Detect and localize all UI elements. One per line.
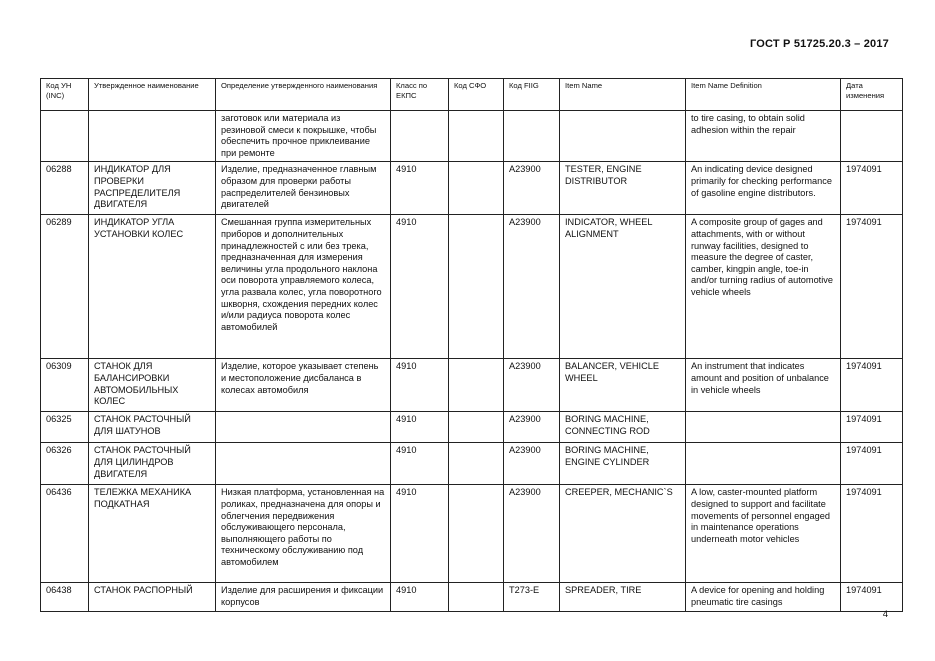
cell-code: 06326 xyxy=(41,443,89,485)
cell-code: 06436 xyxy=(41,485,89,583)
cell-fiig xyxy=(504,111,560,162)
cell-date: 1974091 xyxy=(841,359,903,412)
table-row xyxy=(41,111,903,162)
cell-sfo-code xyxy=(449,443,504,485)
cell-code: 06309 xyxy=(41,359,89,412)
cell-name: СТАНОК РАСПОРНЫЙ xyxy=(89,583,216,611)
cell-item-name: BORING MACHINE, ENGINE CYLINDER xyxy=(560,443,686,485)
cell-ekps-class: 4910 xyxy=(391,485,449,583)
cell-date: 1974091 xyxy=(841,412,903,443)
cell-name: СТАНОК РАСТОЧНЫЙ ДЛЯ ШАТУНОВ xyxy=(89,412,216,443)
cell-sfo-code xyxy=(449,111,504,162)
cell-ekps-class: 4910 xyxy=(391,215,449,359)
col-header-item-definition: Item Name Definition xyxy=(686,79,841,111)
cell-ekps-class: 4910 xyxy=(391,162,449,215)
table-row xyxy=(41,443,903,485)
cell-code: 06288 xyxy=(41,162,89,215)
cell-item-definition: An indicating device designed primarily for checking performance of gasoline engine distributors. xyxy=(686,162,841,215)
col-header-sfo-code: Код СФО xyxy=(449,79,504,111)
cell-item-name: BALANCER, VEHICLE WHEEL xyxy=(560,359,686,412)
cell-name: СТАНОК РАСТОЧНЫЙ ДЛЯ ЦИЛИНДРОВ ДВИГАТЕЛЯ xyxy=(89,443,216,485)
cell-fiig: A23900 xyxy=(504,162,560,215)
cell-name xyxy=(89,111,216,162)
cell-name: СТАНОК ДЛЯ БАЛАНСИРОВКИ АВТОМОБИЛЬНЫХ КОЛЕС xyxy=(89,359,216,412)
cell-date: 1974091 xyxy=(841,443,903,485)
cell-definition: Смешанная группа измерительных приборов и дополнительных принадлежностей с или без трека, предназначенная для измерения величины угла продольного наклона оси поворота управляемого колеса, угла развала колес, угла поворотного шкворня, схождения передних колес и/или радиуса поворота колес автомобилей xyxy=(216,215,391,359)
cell-fiig: A23900 xyxy=(504,443,560,485)
cell-item-definition: to tire casing, to obtain solid adhesion within the repair xyxy=(686,111,841,162)
cell-ekps-class: 4910 xyxy=(391,443,449,485)
header-row xyxy=(41,79,903,111)
cell-date: 1974091 xyxy=(841,162,903,215)
col-header-definition: Определение утвержденного наименования xyxy=(216,79,391,111)
cell-item-definition: A composite group of gages and attachments, with or without runway facilities, designed to measure the degree of caster, camber, kingpin angle, toe-in and/or turning radius of automotive vehicle wheels xyxy=(686,215,841,359)
cell-item-name: BORING MACHINE, CONNECTING ROD xyxy=(560,412,686,443)
cell-sfo-code xyxy=(449,162,504,215)
cell-date xyxy=(841,111,903,162)
cell-definition: Низкая платформа, установленная на роликах, предназначена для опоры и облегчения передвижения обслуживающего персонала, выполняющего работы по техническому обслуживанию под автомобилем xyxy=(216,485,391,583)
cell-item-definition xyxy=(686,412,841,443)
cell-code: 06289 xyxy=(41,215,89,359)
cell-item-definition xyxy=(686,443,841,485)
cell-definition xyxy=(216,443,391,485)
cell-sfo-code xyxy=(449,485,504,583)
cell-item-definition: A device for opening and holding pneumatic tire casings xyxy=(686,583,841,611)
cell-name: ТЕЛЕЖКА МЕХАНИКА ПОДКАТНАЯ xyxy=(89,485,216,583)
col-header-code: Код УН (INC) xyxy=(41,79,89,111)
cell-item-name: INDICATOR, WHEEL ALIGNMENT xyxy=(560,215,686,359)
cell-ekps-class xyxy=(391,111,449,162)
cell-item-name: SPREADER, TIRE xyxy=(560,583,686,611)
cell-item-name: CREEPER, MECHANIC`S xyxy=(560,485,686,583)
cell-item-definition: A low, caster-mounted platform designed to support and facilitate movements of personnel engaged in maintenance operations underneath motor vehicles xyxy=(686,485,841,583)
cell-date: 1974091 xyxy=(841,583,903,611)
cell-item-name xyxy=(560,111,686,162)
cell-item-name: TESTER, ENGINE DISTRIBUTOR xyxy=(560,162,686,215)
table-row xyxy=(41,583,903,611)
cell-code: 06325 xyxy=(41,412,89,443)
cell-date: 1974091 xyxy=(841,485,903,583)
cell-code: 06438 xyxy=(41,583,89,611)
table-row xyxy=(41,359,903,412)
cell-sfo-code xyxy=(449,412,504,443)
cell-item-definition: An instrument that indicates amount and position of unbalance in vehicle wheels xyxy=(686,359,841,412)
cell-fiig: T273-E xyxy=(504,583,560,611)
cell-sfo-code xyxy=(449,359,504,412)
nomenclature-table xyxy=(40,78,903,612)
cell-sfo-code xyxy=(449,583,504,611)
cell-fiig: A23900 xyxy=(504,485,560,583)
cell-fiig: A23900 xyxy=(504,412,560,443)
cell-definition: заготовок или материала из резиновой смеси к покрышке, чтобы обеспечить прочное приклеивание при ремонте xyxy=(216,111,391,162)
col-header-ekps-class: Класс по ЕКПС xyxy=(391,79,449,111)
cell-definition: Изделие, которое указывает степень и местоположение дисбаланса в колесах автомобиля xyxy=(216,359,391,412)
cell-name: ИНДИКАТОР ДЛЯ ПРОВЕРКИ РАСПРЕДЕЛИТЕЛЯ ДВИГАТЕЛЯ xyxy=(89,162,216,215)
cell-fiig: A23900 xyxy=(504,359,560,412)
cell-ekps-class: 4910 xyxy=(391,583,449,611)
cell-fiig: A23900 xyxy=(504,215,560,359)
cell-definition: Изделие для расширения и фиксации корпусов xyxy=(216,583,391,611)
table-row xyxy=(41,162,903,215)
col-header-fiig: Код FIIG xyxy=(504,79,560,111)
col-header-date: Дата изменения xyxy=(841,79,903,111)
page-number: 4 xyxy=(882,609,888,620)
cell-ekps-class: 4910 xyxy=(391,359,449,412)
table-row xyxy=(41,412,903,443)
cell-sfo-code xyxy=(449,215,504,359)
cell-name: ИНДИКАТОР УГЛА УСТАНОВКИ КОЛЕС xyxy=(89,215,216,359)
col-header-item-name: Item Name xyxy=(560,79,686,111)
col-header-name: Утвержденное наименование xyxy=(89,79,216,111)
cell-date: 1974091 xyxy=(841,215,903,359)
document-standard-header: ГОСТ Р 51725.20.3 – 2017 xyxy=(749,38,889,50)
cell-definition: Изделие, предназначенное главным образом для проверки работы распределителей бензиновых двигателей xyxy=(216,162,391,215)
cell-code xyxy=(41,111,89,162)
table-row xyxy=(41,215,903,359)
table-body xyxy=(41,111,903,612)
table-header xyxy=(41,79,903,111)
cell-ekps-class: 4910 xyxy=(391,412,449,443)
table-row xyxy=(41,485,903,583)
cell-definition xyxy=(216,412,391,443)
